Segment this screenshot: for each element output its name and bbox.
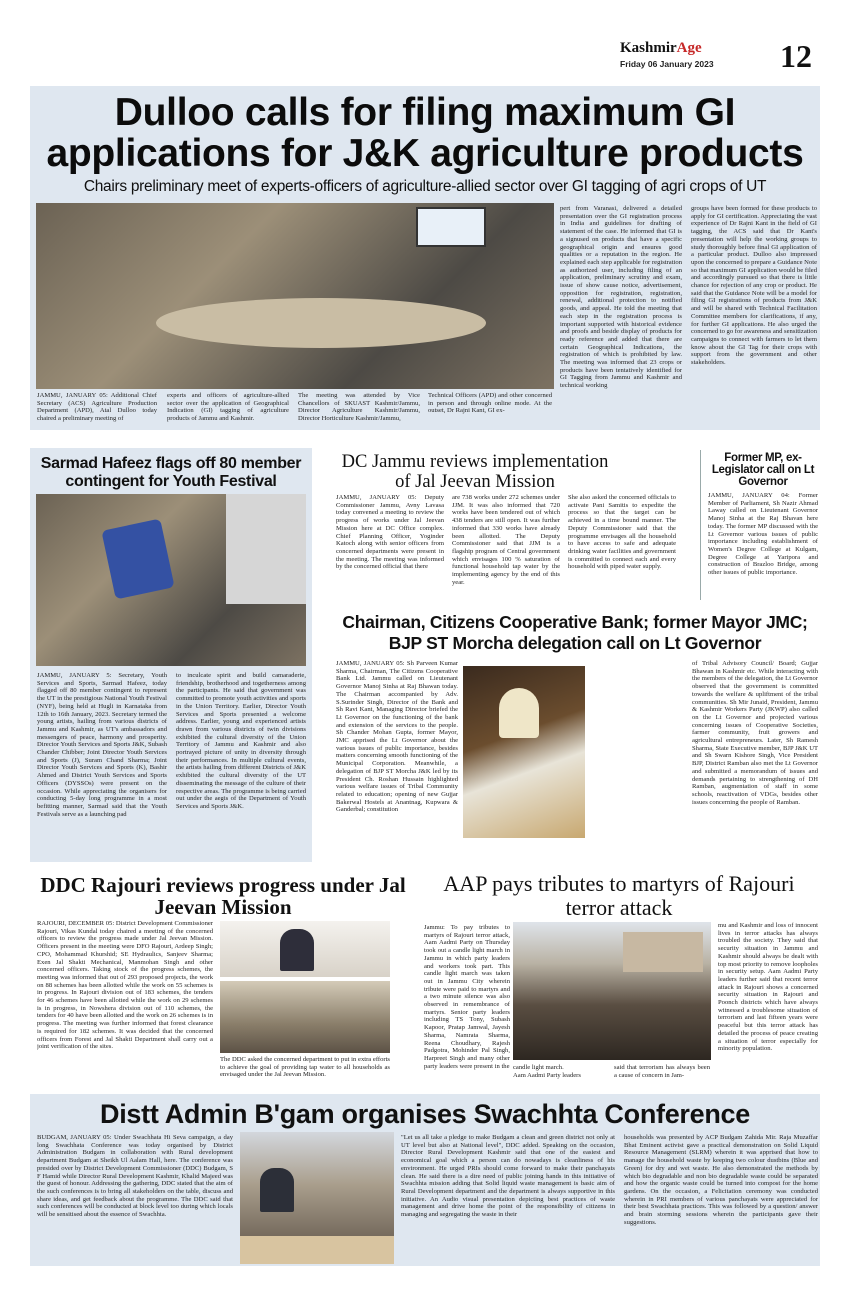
- story7-col1: Jammu: To pay tributes to martyrs of Rajouri terror attack, Aam Aadmi Party on Thursday took out a candle light march in Jammu in which party leaders and workers took part. This candle light march was taken out in Jammu City wherein tribute were paid to martyrs and a two minute silence was also observed in remembrance of martyrs. Senior party leaders including TS Tony, Subash Kapoor, Pratap Jamwal, Jayesh Sharma, Namrata Sharma, Reena Choudhary, Rajesh Padgotra, Mohinder Pal Singh, Harpreet Singh and many other party leaders were present in the: [424, 924, 510, 1070]
- story2-headline: Sarmad Hafeez flags off 80 member contingent for Youth Festival: [40, 455, 302, 490]
- building: [623, 932, 703, 972]
- flag: [101, 519, 174, 600]
- brand-logo: [620, 40, 702, 57]
- story5-headline: Chairman, Citizens Cooperative Bank; former Mayor JMC; BJP ST Morcha delegation call on Lt Governor: [342, 612, 808, 653]
- bus: [226, 494, 306, 604]
- story6-photo-top: [220, 921, 390, 977]
- story6-headline: DDC Rajouri reviews progress under Jal Jeevan Mission: [40, 873, 406, 919]
- story1-col4: Technical Officers (APD) and other concerned in person and through online mode. At the outset, Dr Rajni Kant, GI ex-: [428, 392, 552, 415]
- story6-col1: RAJOURI, DECEMBER 05: District Development Commissioner Rajouri, Vikas Kundal today chaired a meeting of the concerned officers to review the progress made under Jal Jeevan Mission. Officers present in the meeting were DFO Rajouri, Ardeep Singh; CPO, Mohammad Khurshid; SE Hydraulics, Sanjeev Sharma; Exen Jal Shakti Mechanical, Manmohan Singh and other concerned officers. Taking stock of the progress schemes, the meeting was informed that out of 293 proposed projects, the work on 88 schemes has been allotted while the work on 55 schemes is in progress. In Rajouri division out of 183 schemes, the tenders for 46 schemes have been allotted while the work on 29 schemes is in progress, in Nowshera division out of 110 schemes, the tenders for 40 have been allotted and the work on 26 schemes is in progress. The meeting was further informed that forest clearance is required for 182 schemes. It was decided that the concerned officers from Forest and Jal Shakti Department shall carry out a joint verification of the sites.: [37, 920, 213, 1051]
- story6-photo-bottom: [220, 981, 390, 1053]
- story7-col4: mu and Kashmir and loss of innocent lives in terror attacks has always troubled the society. They said that security situation in Jammu and Kashmir should always be dealt with top most priority to remove loopholes in security setup. Aam Aadmi Party leaders further said that recent terror attack in Rajouri shows a concerned security situation in Rajouri and Poonch districts which have always witnessed a troublesome situation of terrorism and last fifteen years were peaceful but this terror attack has detailed the process of peace creating a situation of terror especially for minority population.: [718, 922, 818, 1053]
- story8-col3: households was presented by ACP Budgam Zahida Mir. Raja Muzaffar Bhat Eminent activist gave a practical demonstration on Solid Liquid Resource Management (SLRM) wherein it was apprised that how to manage the household waste by keeping two colour dustbins (Blue and Green) for dry and wet waste. He also demonstrated the methods by which bio degradable and non bio degradable waste could be separated and how the organic waste could be turned into compost for the home gardens. On the occasion, a Felicitation ceremony was conducted wherein in PRI members of various panchayats were appreciated for their best Swachhata practices. This was followed by a question/ answer and brain storming sessions wherein the participants gave their suggestions.: [624, 1134, 818, 1226]
- story7-col2b: Aam Aadmi Party leaders: [513, 1072, 581, 1079]
- story3-headline: DC Jammu reviews implementation of Jal Jeevan Mission: [341, 452, 609, 492]
- story6-caption: The DDC asked the concerned department to put in extra efforts to achieve the goal of providing tap water to all households as envisaged under the Jal Jeevan Mission.: [220, 1056, 390, 1079]
- story8-headline: Distt Admin B'gam organises Swachhta Conference: [100, 1099, 750, 1129]
- photo-screen: [416, 207, 486, 247]
- story2-col1: JAMMU, JANUARY 5: Secretary, Youth Services and Sports, Sarmad Hafeez, today flagged off 80 member contingent to represent the UT in the prestigious National Youth Festival (NYF), being held at Hugli in Karnataka from 12th to 16th January, 2023. Secretary termed the young artists, hailing from various districts of Jammu and Kashmir, as UT's ambassadors and messengers of peace, harmony and prosperity. Director Youth Services and Sports J&K, Subash Chander Chibber; Joint Director Youth Services and Sports (J), Suram Chand Sharma; Joint Director Youth Services and Sports (K), Bashir Ahmed and District Youth Services and Sports Officers (DYSSOs) were present on the occasion. While appreciating the organisers for conducting 5-day long programme in a most befitting manner, Sarmad said that the Youth Festivals serve as a launching pad: [37, 672, 167, 818]
- story1-col5: pert from Varanasi, delivered a detailed presentation over the GI registration process in India and guidelines for drafting of statement of the case. He informed that GI is a signused on products that have a specific geographical origin and ensures good qualities or a reputation in the region. He explained each step applicable for registration as authorized user, including filing of an application, preliminary scrutiny and exam, issue of show cause notice, advertisement, opposition for registration, registration, renewal, additional protection to notified goods, and appeal. He told the meeting that each step in the registration process is important supported with historical evidence and proofs and beside display of products for ready reference and added that there are certain Geographical Indications, the registration of which is prohibited by law. The meeting was informed that 23 crops or products have been tentatively identified for GI Tagging from Jammu and Kashmir and technical working: [560, 205, 682, 390]
- story5-col1: JAMMU, JANUARY 05: Sh Parveen Kumar Sharma, Chairman, The Citizens Cooperative Bank Ltd. Jammu called on Lieutenant Governor Manoj Sinha at Raj Bhawan today. The Chairman accompanied by Adv. S.Surinder Singh, Director of the Bank and Sh Ravi Kant, Managing Director briefed the Lt Governor on the functioning of the bank and extension of the services to the people. Sh Chander Mohan Gupta, former Mayor, JMC apprised the Lt Governor about the various issues of public importance, besides matters concerning smooth functioning of the Municipal Corporation. Meanwhile, a delegation of BJP ST Morcha J&K led by its President Ch. Roshan Hussain highlighted various welfare issues of Tribal Community related to education; opening of new Gujjar Bakerwal Hostels at Anantnag, Kupwara & Ganderbal; constitution: [336, 660, 458, 814]
- story1-col2: experts and officers of agriculture-allied sector over the application of Geographical Indication (GI) tagging of agriculture products of Jammu and Kashmir.: [167, 392, 289, 423]
- story8-col1: BUDGAM, JANUARY 05: Under Swachhata Hi Seva campaign, a day long Swachhata Conference was today organised by District Administration Budgam in collaboration with Rural development department Budgam at Sheikh Ul Aalam Hall, here. The conference was presided over by District Development Commissioner (DDC) Budgam, S F Hamid while Director Rural Development Kashmir, Khalid Majeed was the guest of honour. Addressing the gathering, DDC stated that the aim of the such conferences is to bring all stakeholders on the table, discuss and share ideas, and get feedback about the programme. The DDC said that such conferences will be conducted at block level too during which locals will be sensitised about the essence of Swachhta.: [37, 1134, 233, 1219]
- story8-col2: "Let us all take a pledge to make Budgam a clean and green district not only at UT level but also at National level", DDC added. Speaking on the occasion, Director Rural Development Kashmir said that one of the easiest and economical goal which a person can do nowadays is cleanliness of his environment. He urged PRIs should come forward to make their panchayats clean. He said there is a dire need of public joining hands in this initiative of Swachhta mission adding that Solid liquid waste management is basic aim of Rural Development department and the department is always supportive in this initiative. An Audio visual presentation depicting best practices of waste management and drive home the point of the responsibility of citizens in managing and segregating the waste in their: [401, 1134, 615, 1219]
- story1-col1: JAMMU, JANUARY 05: Additional Chief Secretary (ACS) Agriculture Production Department (APD), Atal Dulloo today chaired a preliminary meeting of: [37, 392, 157, 423]
- brand-name-part2: Age: [676, 40, 702, 56]
- story7-photo: [513, 922, 711, 1060]
- story4-headline: Former MP, ex-Legislator call on Lt Governor: [711, 452, 815, 488]
- official: [280, 929, 314, 971]
- story7-col2a: candle light march.: [513, 1064, 564, 1071]
- story3-col2: are 738 works under 272 schemes under JJM. It was also informed that 720 works have been tendered out of which 438 tenders are still open. It was further informed that 330 works have already been allotted. The Deputy Commissioner said that JJM is a flagship program of Central government which envisages 100 % saturation of functional household tap water by the implementing agency by the end of this year.: [452, 494, 560, 586]
- story3-divider: [700, 450, 701, 600]
- story3-col3: She also asked the concerned officials to activate Pani Samitis to expedite the process so that the target can be achieved in a time bound manner. The Deputy Commissioner said that the programme envisages all the household to have access to safe and adequate drinking water facilities and government is committed to connect each and every household with piped water supply.: [568, 494, 676, 571]
- page-number: 12: [780, 38, 812, 74]
- story2-photo: [36, 494, 306, 666]
- speaker: [260, 1168, 294, 1212]
- story1-col6: groups have been formed for these products to apply for GI certification. Appreciating the vast experience of Dr Rajni Kant in the field of GI tagging, the ACS said that Dr Kant's presentation will help the working groups to study thoroughly before final GI application of a particular product. Dulloo also impressed upon the concerned to prepare a Guidance Note so that maximum GI application would be filed and accordingly pursued so that there is little chance for rejection of any crop or product. He said that the Guidance Note will be a model for filing GI registrations of products from J&K and will be shared with Technical Facilitation Committee members for clarifications, if any, for further GI applications. He also urged the concerned to go for awareness and sensitization campaigns to connect with farmers to let them know about the GI Tag for their crops with support from the government and other stakeholders.: [691, 205, 817, 367]
- story3-col1: JAMMU, JANUARY 05: Deputy Commissioner Jammu, Avny Lavasa today convened a meeting to review the progress of works under Jal Jeevan Mission here at DC Office complex. Chief Planning Officer, Yoginder Katoch along with senior officers from concerned departments were present in the meeting. The meeting was informed by the concerned official that there: [336, 494, 444, 571]
- issue-date: Friday 06 January 2023: [620, 59, 714, 69]
- story4-body: JAMMU, JANUARY 04: Former Member of Parliament, Sh Nazir Ahmad Laway called on Lieutenant Governor Manoj Sinha at the Raj Bhavan here today. The former MP discussed with the Lt Governor various issues of public importance including establishment of Women's Degree College at Kulgam, Degree College at Yaripora and construction of Brazloo Bridge, among other issues of public importance.: [708, 492, 818, 577]
- brand-name-part1: Kashmir: [620, 40, 677, 56]
- photo-table: [156, 298, 486, 348]
- story5-photo: [463, 666, 585, 838]
- story7-col3a: said that terrorism has always been a cause of concern in Jam-: [614, 1064, 710, 1079]
- dignitary: [499, 688, 539, 738]
- story1-photo: [36, 203, 554, 389]
- banner: [240, 1236, 394, 1264]
- story2-col2: to inculcate spirit and build camaraderie, friendship, brotherhood and togetherness among the participants. He said that government was committed to promote youth activities and sports in the Union Territory. Earlier, Director Youth Services and Sports presented a welcome address. Earlier, young and experienced artists drawn from various districts of twin divisions exhibited the cultural diversity of the Union Territory of Jammu and Kashmir and also portrayed picture of unity in diversity through their performances. In multiple cultural events, the artists hailing from different Districts of J&K exhibited the cultural diversity of the UT disseminating the message of the culture of their respective areas. The programme is being carried out under the aegis of the Department of Youth Services and Sports J&K.: [176, 672, 306, 810]
- story7-headline: AAP pays tributes to martyrs of Rajouri terror attack: [443, 871, 795, 920]
- story1-subhead: Chairs preliminary meet of experts-officers of agriculture-allied sector over GI tagging of agri crops of UT: [83, 178, 767, 195]
- masthead: [612, 32, 824, 78]
- story1-col3: The meeting was attended by Vice Chancellors of SKUAST Kashmir/Jammu, Director Agriculture Kashmir/Jammu, Director Horticulture Kashmir/Jammu,: [298, 392, 420, 423]
- story5-col2: of Tribal Advisory Council/ Board; Gujjar Bhawan in Kashmir etc. While interacting with the members of the delegation, the Lt Governor observed that the government is committed towards the welfare & upliftment of the tribal communities. Sh Mir Junaid, President, Jammu & Kashmir Workers Party (JKWP) also called on the Lt Governor and projected various concerning issues of Cooperative Societies, farmer community, fruit growers and agricultural entrepreneurs. Later, Sh Ramesh Sharma, State Executive member, BJP J&K UT and Sh Swarn Kishore Singh, Vice President BJP, District Ramban also met the Lt Governor and submitted a memorandum of issues and demands pertaining to strengthening of DH Ramban, augmentation of staff in some schools, reactivation of VDGs, besides other issues concerning the people of Ramban.: [692, 660, 818, 806]
- story1-headline: Dulloo calls for filing maximum GI applications for J&K agriculture products: [46, 91, 804, 175]
- story8-photo: [240, 1132, 394, 1264]
